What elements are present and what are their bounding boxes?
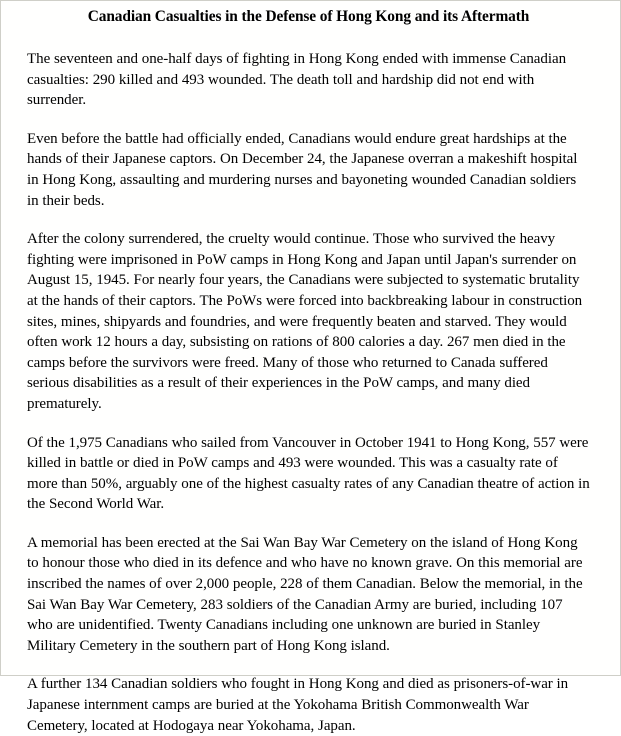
paragraph-pow-camps: After the colony surrendered, the cruelty would continue. Those who survived the heavy fighting were imprisoned in PoW camps in Hong Kong and Japan until Japan's surrender on August 15, 1945. For nearly four years, the Canadians were subjected to systematic brutality at the hands of their captors. The PoWs were forced into backbreaking labour in construction sites, mines, shipyards and foundries, and were frequently beaten and starved. They would often work 12 hours a day, subsisting on rations of 800 calories a day. 267 men died in the camps before the survivors were freed. Many of those who returned to Canada suffered serious disabilities as a result of their experiences in the PoW camps, and many died prematurely. <box>27 231 583 412</box>
paragraph-hospital-atrocity: Even before the battle had officially ended, Canadians would endure great hardships at the hands of their Japanese captors. On December 24, the Japanese overran a makeshift hospital in Hong Kong, assaulting and murdering nurses and bayoneting wounded Canadian soldiers in their beds. <box>27 130 578 209</box>
paragraph-casualty-rate: Of the 1,975 Canadians who sailed from Vancouver in October 1941 to Hong Kong, 557 were killed in battle or died in PoW camps and 493 were wounded. This was a casualty rate of more than 50%, arguably one of the highest casualty rates of any Canadian theatre of action in the Second World War. <box>27 434 590 513</box>
document-body <box>1 1 620 734</box>
page-title: Canadian Casualties in the Defense of Hong Kong and its Aftermath <box>87 8 530 25</box>
paragraph-sai-wan-memorial: A memorial has been erected at the Sai Wan Bay War Cemetery on the island of Hong Kong to honour those who died in its defence and who have no known grave. On this memorial are inscribed the names of over 2,000 people, 228 of them Canadian. Below the memorial, in the Sai Wan Bay War Cemetery, 283 soldiers of the Canadian Army are buried, including 107 who are unidentified. Twenty Canadians including one unknown are buried in Stanley Military Cemetery in the southern part of Hong Kong island. <box>27 534 583 654</box>
paragraph-casualty-summary: The seventeen and one-half days of fighting in Hong Kong ended with immense Canadian casualties: 290 killed and 493 wounded. The death toll and hardship did not end with surrender. <box>27 51 567 109</box>
paragraph-yokohama-cemetery: A further 134 Canadian soldiers who fought in Hong Kong and died as prisoners-of-war in Japanese internment camps are buried at the Yokohama British Commonwealth War Cemetery, located at Hodogaya near Yokohama, Japan. <box>27 676 569 734</box>
